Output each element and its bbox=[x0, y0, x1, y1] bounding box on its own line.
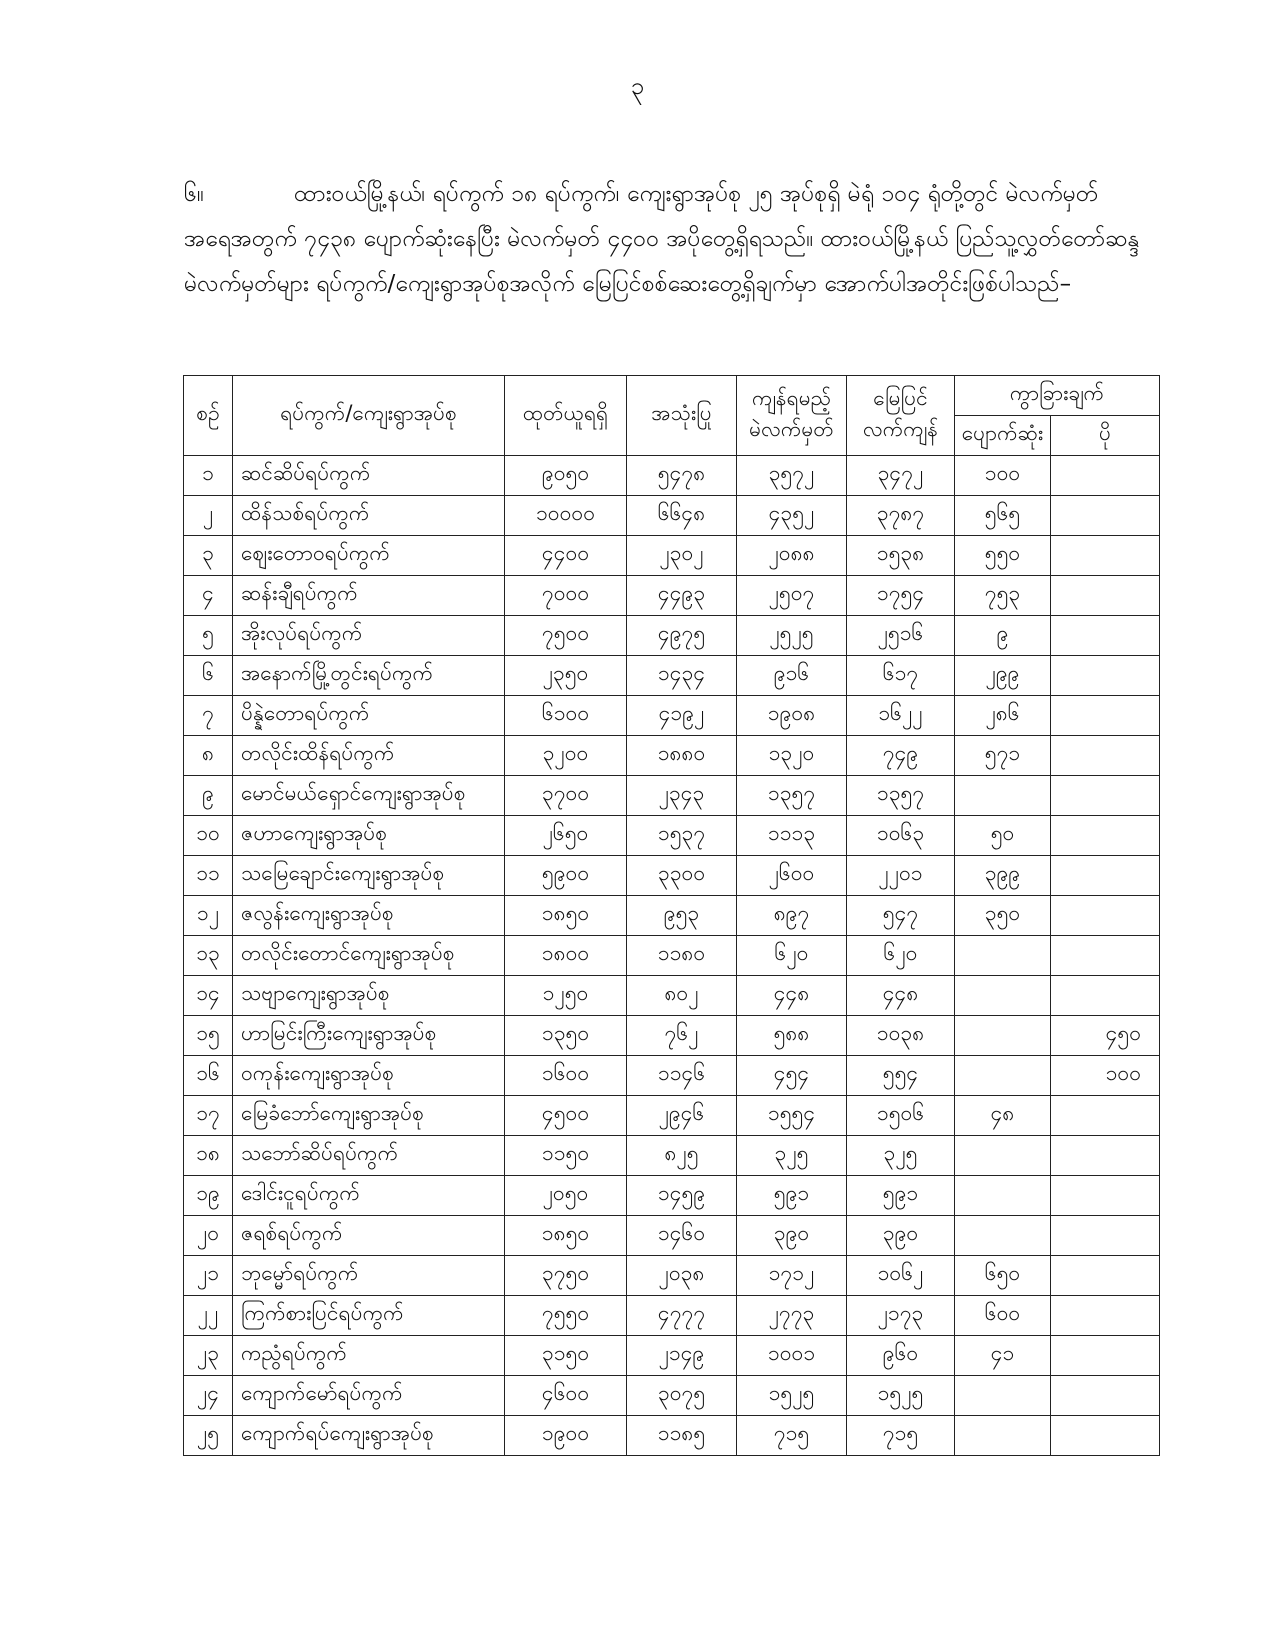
cell-extra bbox=[1051, 536, 1160, 576]
cell-ward: ဈေးတောဝရပ်ကွက် bbox=[233, 536, 505, 576]
cell-extra bbox=[1051, 656, 1160, 696]
cell-remaining: ၃၅၇၂ bbox=[737, 456, 847, 496]
cell-issued: ၂၀၅၀ bbox=[505, 1176, 627, 1216]
cell-no: ၁၀ bbox=[184, 816, 233, 856]
table-row bbox=[184, 616, 1160, 656]
cell-remaining: ၂၅၀၇ bbox=[737, 576, 847, 616]
cell-ground: ၁၇၅၄ bbox=[847, 576, 955, 616]
table-row bbox=[184, 576, 1160, 616]
cell-used: ၇၆၂ bbox=[627, 1016, 737, 1056]
cell-extra bbox=[1051, 616, 1160, 656]
cell-ward: သမြေချောင်းကျေးရွာအုပ်စု bbox=[233, 856, 505, 896]
table-row bbox=[184, 656, 1160, 696]
cell-extra bbox=[1051, 776, 1160, 816]
cell-no: ၂၁ bbox=[184, 1256, 233, 1296]
cell-ground: ၆၁၇ bbox=[847, 656, 955, 696]
header-extra: ပို bbox=[1051, 416, 1160, 456]
header-difference: ကွာခြားချက် bbox=[955, 376, 1160, 416]
cell-ground: ၅၉၁ bbox=[847, 1176, 955, 1216]
cell-extra bbox=[1051, 696, 1160, 736]
cell-ward: ထိန်သစ်ရပ်ကွက် bbox=[233, 496, 505, 536]
cell-remaining: ၂၇၇၃ bbox=[737, 1296, 847, 1336]
cell-missing: ၄၈ bbox=[955, 1096, 1051, 1136]
cell-ground: ၅၄၇ bbox=[847, 896, 955, 936]
cell-missing bbox=[955, 936, 1051, 976]
cell-ground: ၃၇၈၇ bbox=[847, 496, 955, 536]
header-ground-line2: လက်ကျန် bbox=[863, 416, 938, 441]
cell-issued: ၄၅၀၀ bbox=[505, 1096, 627, 1136]
table-row bbox=[184, 456, 1160, 496]
cell-ward: ဟာမြင်းကြီးကျေးရွာအုပ်စု bbox=[233, 1016, 505, 1056]
cell-remaining: ၁၅၂၅ bbox=[737, 1376, 847, 1416]
cell-missing bbox=[955, 976, 1051, 1016]
table-row bbox=[184, 1416, 1160, 1456]
table-row bbox=[184, 1216, 1160, 1256]
cell-used: ၂၀၃၈ bbox=[627, 1256, 737, 1296]
cell-used: ၆၆၄၈ bbox=[627, 496, 737, 536]
table-row bbox=[184, 1056, 1160, 1096]
cell-no: ၁၅ bbox=[184, 1016, 233, 1056]
cell-ground: ၆၂၀ bbox=[847, 936, 955, 976]
cell-extra bbox=[1051, 496, 1160, 536]
cell-remaining: ၈၉၇ bbox=[737, 896, 847, 936]
cell-ward: ကညွံရပ်ကွက် bbox=[233, 1336, 505, 1376]
cell-remaining: ၁၃၂၀ bbox=[737, 736, 847, 776]
cell-issued: ၄၄၀၀ bbox=[505, 536, 627, 576]
cell-ward: ကျောက်ရပ်ကျေးရွာအုပ်စု bbox=[233, 1416, 505, 1456]
cell-used: ၃၀၇၅ bbox=[627, 1376, 737, 1416]
cell-ground: ၃၄၇၂ bbox=[847, 456, 955, 496]
cell-ground: ၂၂၀၁ bbox=[847, 856, 955, 896]
cell-ward: ဇဟာကျေးရွာအုပ်စု bbox=[233, 816, 505, 856]
cell-ward: မောင်မယ်ရှောင်ကျေးရွာအုပ်စု bbox=[233, 776, 505, 816]
cell-missing bbox=[955, 1416, 1051, 1456]
cell-remaining: ၄၅၄ bbox=[737, 1056, 847, 1096]
cell-issued: ၁၉၀၀ bbox=[505, 1416, 627, 1456]
cell-issued: ၁၆၀၀ bbox=[505, 1056, 627, 1096]
cell-extra bbox=[1051, 1296, 1160, 1336]
cell-ward: ဇရစ်ရပ်ကွက် bbox=[233, 1216, 505, 1256]
cell-ground: ၁၀၆၃ bbox=[847, 816, 955, 856]
cell-ground: ၁၀၃၈ bbox=[847, 1016, 955, 1056]
header-ground bbox=[847, 376, 955, 456]
cell-missing: ၂၈၆ bbox=[955, 696, 1051, 736]
cell-used: ၁၁၄၆ bbox=[627, 1056, 737, 1096]
cell-issued: ၁၈၅၀ bbox=[505, 1216, 627, 1256]
cell-used: ၁၈၈၀ bbox=[627, 736, 737, 776]
ballot-table bbox=[183, 375, 1160, 1456]
cell-ground: ၇၄၉ bbox=[847, 736, 955, 776]
table-row bbox=[184, 536, 1160, 576]
cell-extra bbox=[1051, 1176, 1160, 1216]
cell-remaining: ၂၆၀၀ bbox=[737, 856, 847, 896]
table-row bbox=[184, 1136, 1160, 1176]
table-row bbox=[184, 776, 1160, 816]
header-remaining bbox=[737, 376, 847, 456]
cell-ward: သဗျာကျေးရွာအုပ်စု bbox=[233, 976, 505, 1016]
table-row bbox=[184, 1256, 1160, 1296]
cell-issued: ၁၃၅၀ bbox=[505, 1016, 627, 1056]
cell-extra bbox=[1051, 1136, 1160, 1176]
cell-extra bbox=[1051, 1416, 1160, 1456]
paragraph-number: ၆။ bbox=[184, 181, 204, 207]
cell-used: ၂၁၄၉ bbox=[627, 1336, 737, 1376]
cell-missing: ၃၅၀ bbox=[955, 896, 1051, 936]
cell-extra bbox=[1051, 1336, 1160, 1376]
cell-ward: ဇလွန်းကျေးရွာအုပ်စု bbox=[233, 896, 505, 936]
cell-used: ၂၃၀၂ bbox=[627, 536, 737, 576]
cell-ward: ပိန္နဲတောရပ်ကွက် bbox=[233, 696, 505, 736]
header-used: အသုံးပြု bbox=[627, 376, 737, 456]
header-ward: ရပ်ကွက်/ကျေးရွာအုပ်စု bbox=[233, 376, 505, 456]
cell-extra bbox=[1051, 1216, 1160, 1256]
cell-ward: ကျောက်မော်ရပ်ကွက် bbox=[233, 1376, 505, 1416]
cell-no: ၇ bbox=[184, 696, 233, 736]
cell-missing bbox=[955, 1216, 1051, 1256]
cell-missing bbox=[955, 1136, 1051, 1176]
cell-no: ၁၉ bbox=[184, 1176, 233, 1216]
cell-ground: ၁၅၂၅ bbox=[847, 1376, 955, 1416]
table-row bbox=[184, 696, 1160, 736]
cell-missing: ၉ bbox=[955, 616, 1051, 656]
cell-missing: ၅၇၁ bbox=[955, 736, 1051, 776]
cell-issued: ၇၅၅၀ bbox=[505, 1296, 627, 1336]
cell-ward: သဘော်ဆိပ်ရပ်ကွက် bbox=[233, 1136, 505, 1176]
cell-remaining: ၉၁၆ bbox=[737, 656, 847, 696]
header-no: စဉ် bbox=[184, 376, 233, 456]
cell-remaining: ၁၅၅၄ bbox=[737, 1096, 847, 1136]
cell-extra: ၁၀၀ bbox=[1051, 1056, 1160, 1096]
cell-issued: ၂၃၅၀ bbox=[505, 656, 627, 696]
cell-ward: ဘုမ္မော်ရပ်ကွက် bbox=[233, 1256, 505, 1296]
cell-no: ၂၂ bbox=[184, 1296, 233, 1336]
table-row bbox=[184, 736, 1160, 776]
cell-used: ၂၉၄၆ bbox=[627, 1096, 737, 1136]
cell-missing bbox=[955, 1176, 1051, 1216]
cell-ground: ၂၅၁၆ bbox=[847, 616, 955, 656]
cell-issued: ၅၉၀၀ bbox=[505, 856, 627, 896]
cell-extra bbox=[1051, 936, 1160, 976]
cell-ground: ၇၁၅ bbox=[847, 1416, 955, 1456]
cell-issued: ၆၁၀၀ bbox=[505, 696, 627, 736]
cell-used: ၁၄၃၄ bbox=[627, 656, 737, 696]
cell-ground: ၁၅၀၆ bbox=[847, 1096, 955, 1136]
cell-missing: ၆၅၀ bbox=[955, 1256, 1051, 1296]
cell-no: ၉ bbox=[184, 776, 233, 816]
table-row bbox=[184, 1096, 1160, 1136]
cell-used: ၁၄၆၀ bbox=[627, 1216, 737, 1256]
cell-no: ၁၆ bbox=[184, 1056, 233, 1096]
cell-remaining: ၂၅၂၅ bbox=[737, 616, 847, 656]
cell-used: ၈၂၅ bbox=[627, 1136, 737, 1176]
cell-remaining: ၆၂၀ bbox=[737, 936, 847, 976]
cell-missing bbox=[955, 1056, 1051, 1096]
cell-no: ၅ bbox=[184, 616, 233, 656]
header-remaining-line1: ကျန်ရမည့် bbox=[751, 385, 832, 410]
cell-extra bbox=[1051, 576, 1160, 616]
cell-remaining: ၄၃၅၂ bbox=[737, 496, 847, 536]
cell-ground: ၉၆၀ bbox=[847, 1336, 955, 1376]
cell-issued: ၁၀၀၀၀ bbox=[505, 496, 627, 536]
cell-extra bbox=[1051, 856, 1160, 896]
cell-missing: ၅၆၅ bbox=[955, 496, 1051, 536]
cell-issued: ၃၇၅၀ bbox=[505, 1256, 627, 1296]
cell-used: ၄၄၉၃ bbox=[627, 576, 737, 616]
cell-missing bbox=[955, 1016, 1051, 1056]
cell-no: ၁၃ bbox=[184, 936, 233, 976]
cell-ward: အိုးလုပ်ရပ်ကွက် bbox=[233, 616, 505, 656]
cell-ward: အနောက်မြို့တွင်းရပ်ကွက် bbox=[233, 656, 505, 696]
table-row bbox=[184, 976, 1160, 1016]
cell-ward: ကြက်စားပြင်ရပ်ကွက် bbox=[233, 1296, 505, 1336]
table-row bbox=[184, 1336, 1160, 1376]
cell-remaining: ၁၃၅၇ bbox=[737, 776, 847, 816]
cell-no: ၁၄ bbox=[184, 976, 233, 1016]
cell-issued: ၂၆၅၀ bbox=[505, 816, 627, 856]
cell-missing: ၃၉၉ bbox=[955, 856, 1051, 896]
header-ground-line1: မြေပြင် bbox=[873, 385, 928, 410]
cell-no: ၈ bbox=[184, 736, 233, 776]
cell-remaining: ၁၇၁၂ bbox=[737, 1256, 847, 1296]
cell-ground: ၃၂၅ bbox=[847, 1136, 955, 1176]
cell-no: ၁၈ bbox=[184, 1136, 233, 1176]
cell-used: ၂၃၄၃ bbox=[627, 776, 737, 816]
cell-missing: ၅၀ bbox=[955, 816, 1051, 856]
cell-ward: ဝကုန်းကျေးရွာအုပ်စု bbox=[233, 1056, 505, 1096]
cell-missing: ၁၀၀ bbox=[955, 456, 1051, 496]
cell-extra bbox=[1051, 1096, 1160, 1136]
cell-remaining: ၅၈၈ bbox=[737, 1016, 847, 1056]
cell-extra bbox=[1051, 736, 1160, 776]
cell-no: ၁၁ bbox=[184, 856, 233, 896]
cell-issued: ၁၁၅၀ bbox=[505, 1136, 627, 1176]
header-issued: ထုတ်ယူရရှိ bbox=[505, 376, 627, 456]
table-row bbox=[184, 496, 1160, 536]
cell-issued: ၃၁၅၀ bbox=[505, 1336, 627, 1376]
cell-extra bbox=[1051, 1256, 1160, 1296]
cell-remaining: ၁၀၀၁ bbox=[737, 1336, 847, 1376]
cell-no: ၃ bbox=[184, 536, 233, 576]
cell-no: ၁၂ bbox=[184, 896, 233, 936]
cell-extra bbox=[1051, 816, 1160, 856]
cell-remaining: ၁၉၀၈ bbox=[737, 696, 847, 736]
cell-used: ၄၁၉၂ bbox=[627, 696, 737, 736]
cell-remaining: ၄၄၈ bbox=[737, 976, 847, 1016]
header-remaining-line2: မဲလက်မှတ် bbox=[749, 416, 834, 441]
table-row bbox=[184, 1016, 1160, 1056]
cell-used: ၄၉၇၅ bbox=[627, 616, 737, 656]
cell-issued: ၇၅၀၀ bbox=[505, 616, 627, 656]
table-row bbox=[184, 896, 1160, 936]
cell-missing bbox=[955, 776, 1051, 816]
cell-issued: ၃၇၀၀ bbox=[505, 776, 627, 816]
cell-ground: ၁၃၅၇ bbox=[847, 776, 955, 816]
cell-ward: ဆန်းချီရပ်ကွက် bbox=[233, 576, 505, 616]
cell-extra bbox=[1051, 1376, 1160, 1416]
cell-extra bbox=[1051, 976, 1160, 1016]
cell-issued: ၇၀၀၀ bbox=[505, 576, 627, 616]
cell-extra: ၄၅၀ bbox=[1051, 1016, 1160, 1056]
table-row bbox=[184, 936, 1160, 976]
cell-no: ၂၄ bbox=[184, 1376, 233, 1416]
cell-no: ၂၀ bbox=[184, 1216, 233, 1256]
cell-remaining: ၇၁၅ bbox=[737, 1416, 847, 1456]
cell-remaining: ၃၉၀ bbox=[737, 1216, 847, 1256]
cell-ward: မြေခံဘော်ကျေးရွာအုပ်စု bbox=[233, 1096, 505, 1136]
cell-remaining: ၃၂၅ bbox=[737, 1136, 847, 1176]
cell-missing: ၅၅၀ bbox=[955, 536, 1051, 576]
cell-ground: ၅၅၄ bbox=[847, 1056, 955, 1096]
cell-extra bbox=[1051, 456, 1160, 496]
table-row bbox=[184, 856, 1160, 896]
cell-issued: ၄၆၀၀ bbox=[505, 1376, 627, 1416]
cell-remaining: ၂၀၈၈ bbox=[737, 536, 847, 576]
cell-used: ၃၃၀၀ bbox=[627, 856, 737, 896]
cell-used: ၁၅၃၇ bbox=[627, 816, 737, 856]
table-row bbox=[184, 1176, 1160, 1216]
cell-used: ၁၄၅၉ bbox=[627, 1176, 737, 1216]
cell-issued: ၁၈၀၀ bbox=[505, 936, 627, 976]
cell-missing: ၇၅၃ bbox=[955, 576, 1051, 616]
cell-ward: တလိုင်းထိန်ရပ်ကွက် bbox=[233, 736, 505, 776]
cell-ward: ဆင်ဆိပ်ရပ်ကွက် bbox=[233, 456, 505, 496]
cell-used: ၈၀၂ bbox=[627, 976, 737, 1016]
table-row bbox=[184, 1296, 1160, 1336]
cell-ward: ဒေါင်းငူရပ်ကွက် bbox=[233, 1176, 505, 1216]
cell-no: ၂၅ bbox=[184, 1416, 233, 1456]
cell-no: ၄ bbox=[184, 576, 233, 616]
cell-used: ၅၄၇၈ bbox=[627, 456, 737, 496]
cell-ward: တလိုင်းတောင်ကျေးရွာအုပ်စု bbox=[233, 936, 505, 976]
cell-missing: ၄၁ bbox=[955, 1336, 1051, 1376]
cell-ground: ၄၄၈ bbox=[847, 976, 955, 1016]
cell-no: ၁ bbox=[184, 456, 233, 496]
cell-missing bbox=[955, 1376, 1051, 1416]
cell-ground: ၁၀၆၂ bbox=[847, 1256, 955, 1296]
cell-used: ၁၁၈၀ bbox=[627, 936, 737, 976]
table-row bbox=[184, 816, 1160, 856]
cell-missing: ၂၉၉ bbox=[955, 656, 1051, 696]
page-number: ၃ bbox=[630, 72, 645, 100]
cell-no: ၂၃ bbox=[184, 1336, 233, 1376]
cell-issued: ၉၀၅၀ bbox=[505, 456, 627, 496]
cell-no: ၆ bbox=[184, 656, 233, 696]
cell-no: ၁၇ bbox=[184, 1096, 233, 1136]
cell-ground: ၁၅၃၈ bbox=[847, 536, 955, 576]
cell-issued: ၁၈၅၀ bbox=[505, 896, 627, 936]
cell-ground: ၂၁၇၃ bbox=[847, 1296, 955, 1336]
cell-missing: ၆၀၀ bbox=[955, 1296, 1051, 1336]
cell-used: ၁၁၈၅ bbox=[627, 1416, 737, 1456]
cell-used: ၄၇၇၇ bbox=[627, 1296, 737, 1336]
cell-ground: ၃၉၀ bbox=[847, 1216, 955, 1256]
cell-remaining: ၁၁၁၃ bbox=[737, 816, 847, 856]
cell-ground: ၁၆၂၂ bbox=[847, 696, 955, 736]
table-row bbox=[184, 1376, 1160, 1416]
cell-issued: ၁၂၅၀ bbox=[505, 976, 627, 1016]
cell-extra bbox=[1051, 896, 1160, 936]
paragraph-text: ထားဝယ်မြို့နယ်၊ ရပ်ကွက် ၁၈ ရပ်ကွက်၊ ကျေးရွာအုပ်စု ၂၅ အုပ်စုရှိ မဲရုံ ၁၀၄ ရုံတို့တွင် မဲလက်မှတ်အရေအတွက် ၇၄၃၈ ပျောက်ဆုံးနေပြီး မဲလက်မှတ် ၄၄၀၀ အပိုတွေ့ရှိရသည်။ ထားဝယ်မြို့နယ် ပြည်သူ့လွှတ်တော်ဆန္ဒမဲလက်မှတ်များ ရပ်ကွက်/ကျေးရွာအုပ်စုအလိုက် မြေပြင်စစ်ဆေးတွေ့ရှိချက်မှာ အောက်ပါအတိုင်းဖြစ်ပါသည်– bbox=[184, 181, 1140, 297]
cell-used: ၉၅၃ bbox=[627, 896, 737, 936]
header-missing: ပျောက်ဆုံး bbox=[955, 416, 1051, 456]
intro-paragraph bbox=[184, 172, 1144, 307]
cell-issued: ၃၂၀၀ bbox=[505, 736, 627, 776]
cell-remaining: ၅၉၁ bbox=[737, 1176, 847, 1216]
cell-no: ၂ bbox=[184, 496, 233, 536]
